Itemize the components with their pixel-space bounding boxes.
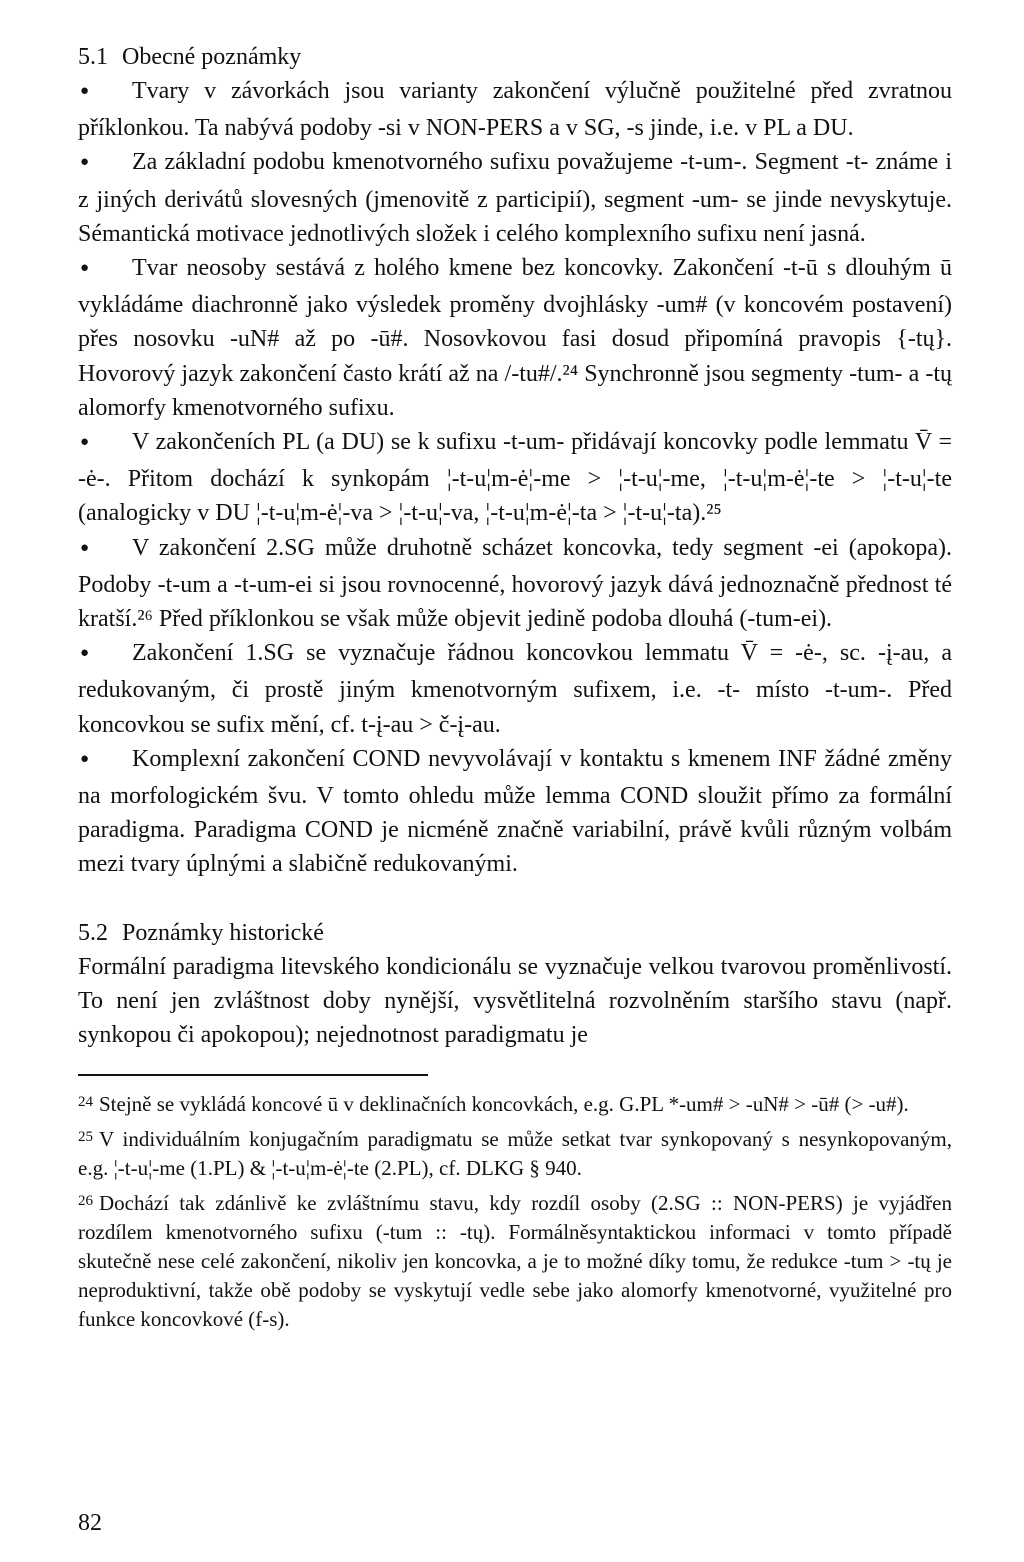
bullet-icon [78, 74, 132, 111]
footnote [78, 1189, 952, 1334]
footnote-text: Dochází tak zdánlivě ke zvláštnímu stavu, kdy rozdíl osoby (2.SG :: NON-PERS) je vyjádřen rozdílem kmenotvorného sufixu (-tum :: -tų). Formálněsyntaktickou informaci v tomto případě skutečně nese celé zakončení, nikoliv jen koncovka, a je to možné díky tomu, že redukce -tum > -tų je neproduktivní, takže obě podoby se vyskytují vedle sebe jako alomorfy kmenotvorné, využitelné pro funkce koncovkové (f-s). [78, 1191, 952, 1332]
bullet-item [78, 251, 952, 425]
section-number: 5.2 [78, 919, 108, 946]
page-number: 82 [78, 1510, 102, 1536]
bullet-item [78, 74, 952, 145]
bullet-icon [78, 425, 132, 462]
footnote-number: 25 [78, 1129, 93, 1146]
bullet-text: V zakončení 2.SG může druhotně scházet koncovka, tedy segment -ei (apokopa). Podoby -t-um a -t-um-ei si jsou rovnocenné, hovorový jazyk dává jednoznačně přednost té kratší.²⁶ Před příklonkou se však může objevit jedině podoba dlouhá (-tum-ei). [78, 534, 952, 633]
bullet-text: Za základní podobu kmenotvorného sufixu považujeme -t-um-. Segment -t- známe i z jiných derivátů slovesných (jmenovitě z participií), segment -um- se jinde nevyskytuje. Sémantická motivace jednotlivých složek i celého komplexního sufixu není jasná. [78, 149, 952, 247]
footnote-text: Stejně se vykládá koncové ū v deklinačních koncovkách, e.g. G.PL *-um# > -uN# > -ū# (> -u#). [99, 1092, 909, 1117]
bullet-text: Zakončení 1.SG se vyznačuje řádnou koncovkou lemmatu V̄ = -ė-, sc. -į-au, a redukovaným, či prostě jiným kmenotvorným sufixem, i.e. -t- místo -t-um-. Před koncovkou se sufix mění, cf. t-į-au > č-į-au. [78, 640, 952, 738]
bullet-icon [78, 251, 132, 288]
footnote-number: 24 [78, 1094, 93, 1111]
section-number: 5.1 [78, 44, 108, 70]
bullet-text: Tvar neosoby sestává z holého kmene bez koncovky. Zakončení -t-ū s dlouhým ū vykládáme diachronně jako výsledek proměny dvojhlásky -um# (v koncovém postavení) přes nosovku -uN# až po -ū#. Nosovkovou fasi dosud připomíná pravopis {-tų}. Hovorový jazyk zakončení často krátí až na /-tu#/.²⁴ Synchronně jsou segmenty -tum- a -tų alomorfy kmenotvorného sufixu. [78, 255, 952, 421]
bullet-item [78, 636, 952, 742]
section-heading-2 [78, 916, 952, 950]
footnote-number: 26 [78, 1193, 93, 1210]
bullet-icon [78, 145, 132, 182]
bullet-item [78, 742, 952, 882]
bullet-icon [78, 531, 132, 568]
bullet-text: Komplexní zakončení COND nevyvolávají v kontaktu s kmenem INF žádné změny na morfologickém švu. V tomto ohledu může lemma COND sloužit přímo za formální paradigma. Paradigma COND je nicméně značně variabilní, právě kvůli různým volbám mezi tvary úplnými a slabičně redukovanými. [78, 745, 952, 878]
section-title: Obecné poznámky [122, 44, 302, 70]
bullet-item [78, 531, 952, 637]
bullet-icon [78, 742, 132, 779]
bullet-item [78, 425, 952, 531]
footnote-divider [78, 1074, 428, 1076]
section-paragraph: Formální paradigma litevského kondicionálu se vyznačuje velkou tvarovou proměnlivostí. To není jen zvláštnost doby nynější, vysvětlitelná rozvolněním staršího stavu (např. synkopou či apokopou); nejednotnost paradigmatu je [78, 953, 952, 1049]
section-heading-1 [78, 40, 952, 74]
bullet-item [78, 145, 952, 251]
page-content [78, 40, 952, 1340]
section-title: Poznámky historické [122, 919, 324, 946]
footnote [78, 1090, 952, 1119]
footnote-text: V individuálním konjugačním paradigmatu se může setkat tvar synkopovaný s nesynkopovaným, e.g. ¦-t-u¦-me (1.PL) & ¦-t-u¦m-ė¦-te (2.PL), cf. DLKG § 940. [78, 1127, 952, 1181]
bullet-text: V zakončeních PL (a DU) se k sufixu -t-um- přidávají koncovky podle lemmatu V̄ = -ė-. Přitom dochází k synkopám ¦-t-u¦m-ė¦-me > ¦-t-u¦-me, ¦-t-u¦m-ė¦-te > ¦-t-u¦-te (analogicky v DU ¦-t-u¦m-ė¦-va > ¦-t-u¦-va, ¦-t-u¦m-ė¦-ta > ¦-t-u¦-ta).²⁵ [78, 429, 952, 527]
bullet-icon [78, 636, 132, 673]
bullet-text: Tvary v závorkách jsou varianty zakončení výlučně použitelné před zvratnou příklonkou. Ta nabývá podoby -si v NON-PERS a v SG, -s jinde, i.e. v PL a DU. [78, 78, 952, 142]
footnote [78, 1125, 952, 1183]
